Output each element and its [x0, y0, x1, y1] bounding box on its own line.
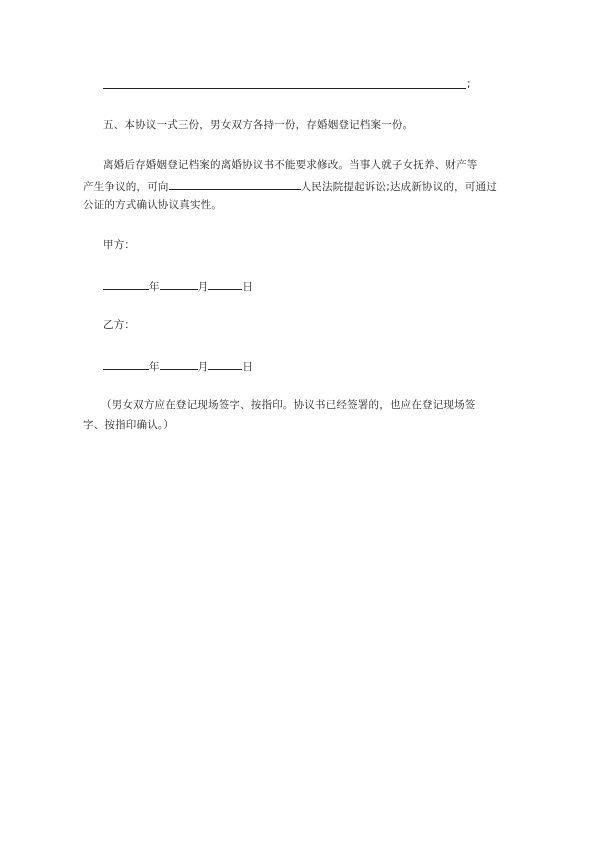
day-label: 日: [242, 361, 254, 373]
paragraph-line-1: 离婚后存婚姻登记档案的离婚协议书不能要求修改。当事人就子女抚养、财产等: [103, 159, 478, 171]
month-blank: [160, 358, 198, 370]
party-a-date: [103, 278, 253, 294]
month-blank: [160, 278, 198, 290]
year-label: 年: [149, 361, 160, 373]
party-b-label: 乙方：: [103, 319, 136, 331]
paragraph-line-2-start: 产生争议的，可向: [83, 181, 169, 193]
month-label: 月: [197, 361, 209, 373]
year-label: 年: [149, 281, 160, 293]
day-blank: [208, 278, 242, 290]
paragraph-line-2-end: 人民法院提起诉讼;达成新协议的，可通过: [300, 181, 497, 193]
year-blank: [103, 278, 149, 290]
party-a-label: 甲方：: [103, 239, 136, 251]
clause-five: 五、本协议一式三份，男女双方各持一份，存婚姻登记档案一份。: [103, 119, 414, 131]
note-line-1: （男女双方应在登记现场签字、按指印。协议书已经签署的，也应在登记现场签: [101, 399, 476, 411]
top-line-end-punct: ;: [467, 78, 471, 90]
paragraph-line-3: 公证的方式确认协议真实性。: [83, 199, 223, 211]
day-label: 日: [242, 281, 254, 293]
day-blank: [208, 358, 242, 370]
paragraph-line-2: [83, 178, 497, 194]
note-line-2: 字、按指印确认。）: [83, 419, 175, 431]
month-label: 月: [197, 281, 209, 293]
signature-blank-line: [103, 88, 466, 89]
year-blank: [103, 358, 149, 370]
party-b-date: [103, 358, 253, 374]
court-name-blank: [169, 178, 301, 190]
